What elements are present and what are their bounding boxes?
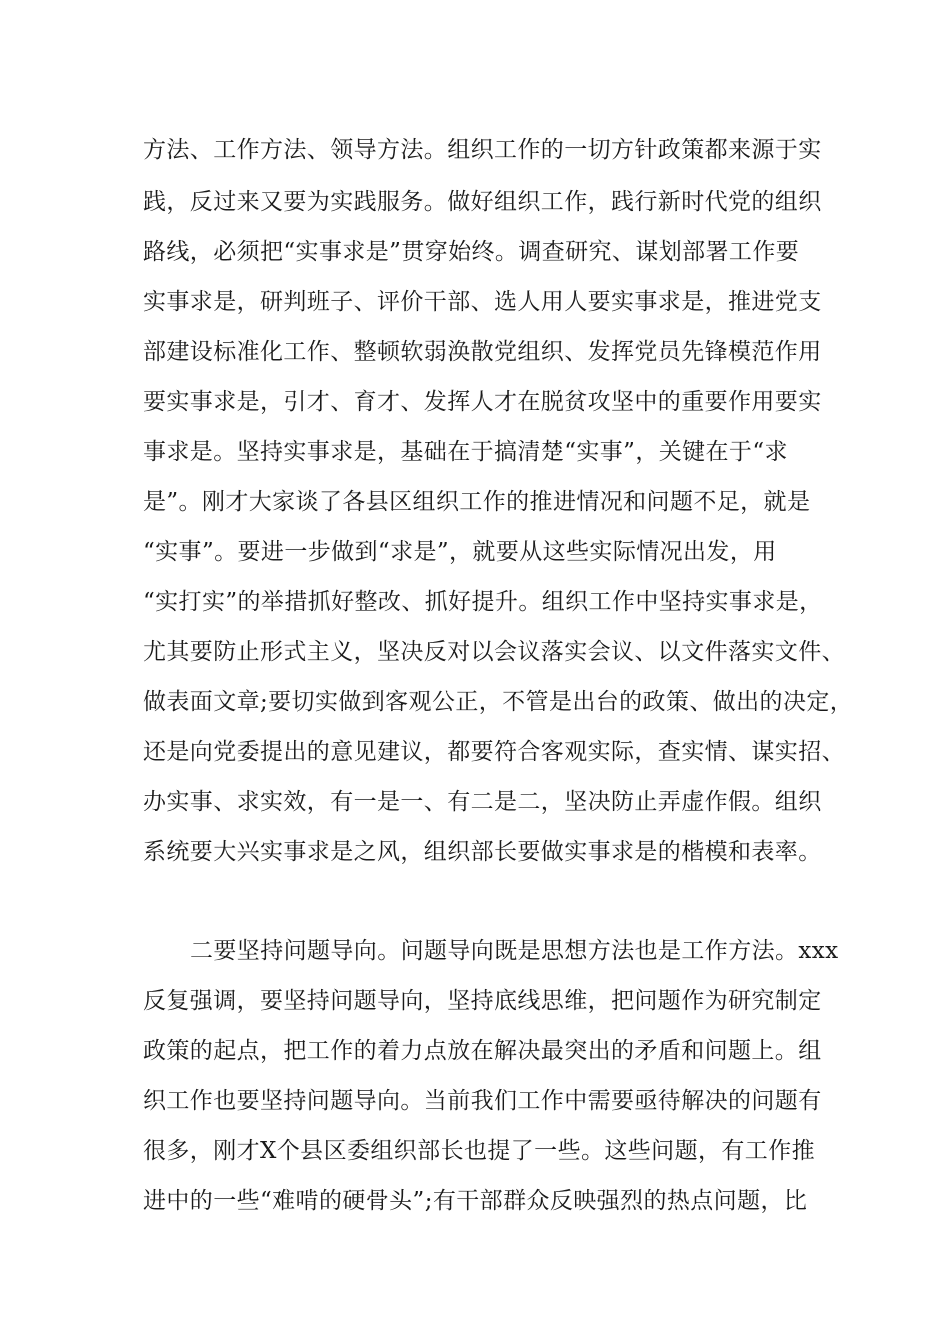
- text-line: 做表面文章;要切实做到客观公正，不管是出台的政策、做出的决定，: [143, 689, 854, 715]
- text-line: 部建设标准化工作、整顿软弱涣散党组织、发挥党员先锋模范作用: [143, 339, 822, 365]
- text-line: 尤其要防止形式主义，坚决反对以会议落实会议、以文件落实文件、: [143, 639, 845, 665]
- text-line: 要实事求是，引才、育才、发挥人才在脱贫攻坚中的重要作用要实: [143, 389, 822, 415]
- text-line: “实打实”的举措抓好整改、抓好提升。组织工作中坚持实事求是，: [143, 589, 823, 615]
- text-line: 二要坚持问题导向。问题导向既是思想方法也是工作方法。xxx: [190, 938, 839, 964]
- text-line: 政策的起点，把工作的着力点放在解决最突出的矛盾和问题上。组: [143, 1038, 822, 1064]
- text-line: 反复强调，要坚持问题导向，坚持底线思维，把问题作为研究制定: [143, 988, 822, 1014]
- text-line: “实事”。要进一步做到“求是”，就要从这些实际情况出发，用: [143, 539, 777, 565]
- text-line: 方法、工作方法、领导方法。组织工作的一切方针政策都来源于实: [143, 137, 822, 163]
- text-line: 路线，必须把“实事求是”贯穿始终。调查研究、谋划部署工作要: [143, 239, 800, 265]
- text-line: 织工作也要坚持问题导向。当前我们工作中需要亟待解决的问题有: [143, 1088, 822, 1114]
- text-line: 还是向党委提出的意见建议，都要符合客观实际，查实情、谋实招、: [143, 739, 845, 765]
- text-line: 系统要大兴实事求是之风，组织部长要做实事求是的楷模和表率。: [143, 839, 822, 865]
- text-line: 践，反过来又要为实践服务。做好组织工作，践行新时代党的组织: [143, 189, 822, 215]
- text-line: 实事求是，研判班子、评价干部、选人用人要实事求是，推进党支: [143, 289, 822, 315]
- text-line: 办实事、求实效，有一是一、有二是二，坚决防止弄虚作假。组织: [143, 789, 822, 815]
- text-line: 很多，刚才X个县区委组织部长也提了一些。这些问题，有工作推: [143, 1138, 815, 1164]
- text-line: 进中的一些“难啃的硬骨头”;有干部群众反映强烈的热点问题，比: [143, 1188, 808, 1214]
- text-line: 事求是。坚持实事求是，基础在于搞清楚“实事”，关键在于“求: [143, 439, 788, 465]
- text-line: 是”。刚才大家谈了各县区组织工作的推进情况和问题不足，就是: [143, 489, 811, 515]
